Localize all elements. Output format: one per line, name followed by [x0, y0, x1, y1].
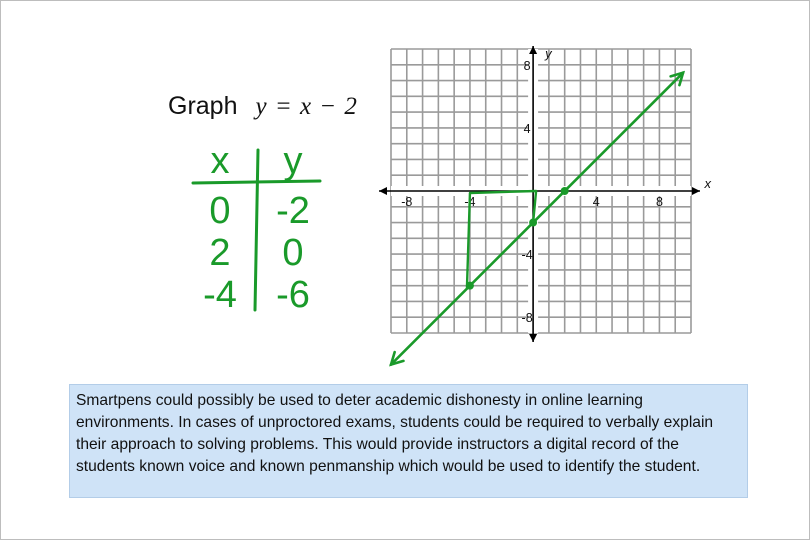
table-divider-vertical — [255, 150, 258, 310]
x-tick-label: -4 — [464, 195, 476, 209]
y-tick-label: 8 — [523, 58, 531, 73]
plotted-point — [561, 187, 569, 195]
note-box — [69, 384, 748, 498]
title-word: Graph — [168, 92, 238, 120]
x-axis-arrowhead — [692, 187, 700, 195]
y-tick-label: 4 — [523, 121, 531, 136]
y-axis-arrowhead-bottom — [529, 334, 537, 342]
tick-labels — [401, 46, 711, 325]
y-axis-label: y — [545, 46, 552, 61]
plotted-point — [466, 282, 474, 290]
table-header-y: y — [283, 140, 303, 182]
table-cell: 0 — [209, 190, 231, 232]
table-cell: -4 — [203, 274, 237, 316]
note-text: Smartpens could possibly be used to deter academic dishonesty in online learning environments. In cases of unproctored exams, students could be required to verbally explain their approach to solving problems. This would provide instructors a digital record of the students known voice and known penmanship which would be used to identify the student. — [76, 392, 714, 475]
table-cell: 0 — [282, 232, 304, 274]
y-tick-label: -8 — [521, 311, 533, 326]
x-tick-label: 8 — [655, 195, 663, 209]
table-cell: -6 — [276, 274, 310, 316]
x-axis-label: x — [704, 176, 711, 191]
y-tick-label: -4 — [521, 248, 533, 263]
table-cell: 2 — [209, 232, 231, 274]
x-tick-label: -8 — [401, 195, 413, 209]
table-cell: -2 — [276, 190, 310, 232]
coordinate-graph — [374, 46, 711, 346]
x-tick-label: 4 — [592, 195, 600, 209]
table-header-x: x — [210, 140, 230, 182]
plotted-point — [529, 219, 537, 227]
slide-title — [168, 92, 358, 128]
handwritten-table — [185, 140, 335, 320]
equation: y = x − 2 — [255, 93, 358, 120]
x-axis-arrowhead-left — [379, 187, 387, 195]
